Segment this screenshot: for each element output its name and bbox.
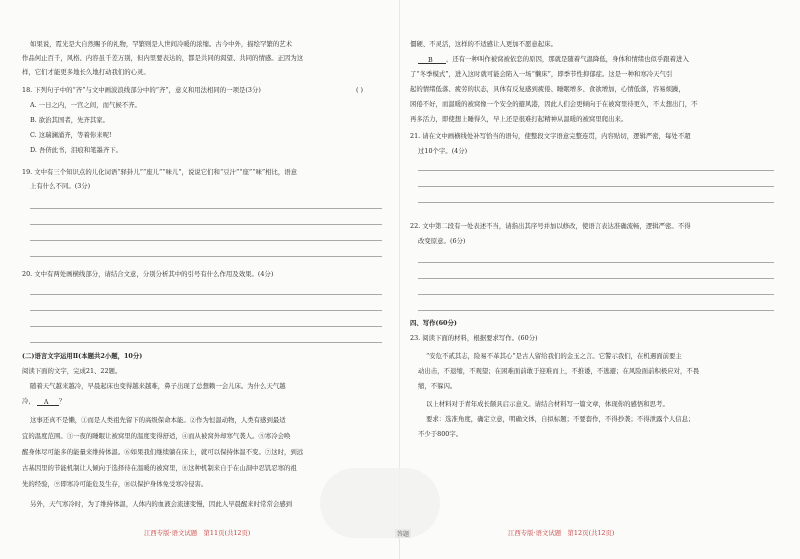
q18-option-a[interactable]: A. 一日之内，一宫之间，而气候不齐。 — [30, 101, 141, 109]
answer-line[interactable] — [418, 310, 774, 311]
material-line: “安危不贰其志，险易不革其心”是古人留给我们的金玉之言。它警示我们，在机遇面前要主 — [426, 352, 682, 360]
page-footer: 江西专版·语文试题 第12页(共12页) — [508, 529, 615, 537]
intro-line: 作品何止百千，风格、内容虽千差万别，但内里要表达的，都是共同的渴望、共同的情感。正因为这 — [22, 54, 304, 62]
answer-line[interactable] — [418, 262, 774, 263]
q18-option-d[interactable]: D. 吾侪此书，泪痕和笔墨齐下。 — [30, 146, 123, 154]
q18-option-c[interactable]: C. 这瑞澜涌齐，等着你来呢! — [30, 131, 112, 139]
passage-line — [418, 55, 689, 64]
answer-line[interactable] — [418, 294, 774, 295]
passage-fragment: 冷， — [22, 397, 35, 405]
passage-line: 宜的温度范围。③一夜的睡眠让被窝里的温度变得舒适，④而从被窝外却寒气袭人。⑤寒冷会唤 — [22, 432, 291, 440]
answer-line[interactable] — [30, 294, 382, 295]
answer-line[interactable] — [418, 202, 774, 203]
material-line: 缩，不躲闪。 — [418, 382, 457, 390]
answer-line[interactable] — [418, 278, 774, 279]
q21-stem: 21. 请在文中画横线处补写恰当的语句，使整段文字语意完整连贯，内容贴切，逻辑严密，每处不超 — [410, 132, 691, 140]
answer-line[interactable] — [30, 256, 382, 257]
answer-line[interactable] — [418, 186, 774, 187]
blank-a-label: A — [43, 398, 49, 406]
page-12 — [400, 0, 800, 559]
answer-line[interactable] — [30, 224, 382, 225]
q22-stem: 22. 文中第二段有一处表述不当，请指出其序号并加以修改，使语言表达准确流畅，逻辑严密。不得 — [410, 222, 691, 230]
answer-line[interactable] — [30, 208, 382, 209]
blank-a[interactable] — [37, 398, 59, 406]
q19-stem: 19. 文中有三个知识点的儿化词语“驿卦儿”“座儿”“味儿”，说说它们和“豆汁”“座”“味”相比，语意 — [22, 168, 298, 176]
q18-stem: 18. 下列句子中的“齐”与文中画波浪线部分中的“齐”，意义和用法相同的一项是(3分) — [22, 86, 261, 94]
passage-line: 了“冬季模式”，进入这时就可能会陷入一场“懒床”，即季节性抑郁症。这是一种和寒冷天气引 — [410, 70, 673, 78]
passage-line: 困倦不好，而温暖的被窝像一个安全的避风港，因此人们会更倾向于在被窝里待更久，不太想出门，不 — [410, 100, 698, 108]
watermark-label: 答题 — [397, 531, 410, 538]
material-line: 动出击，不退缩，不观望；在困难面前敢于迎难而上，不推诿，不逃避；在风险面前积极应对，不畏 — [418, 367, 700, 375]
passage-line: 古基因里的节能机制让人倾向于选择待在温暖的被窝里，⑧这种机制来自于在山洞中忍饥忍寒的祖 — [22, 464, 297, 472]
q21-stem: 过10个字。(4分) — [418, 147, 468, 155]
passage-line: 醒身体尽可能多的能量来维持体温。⑥如果我们继续躺在床上，就可以保持体温不变。⑦这时，到远 — [22, 448, 304, 456]
passage-line: 先的经验，⑨即寒冷可能危及生存，⑩以保护身体免受寒冷侵害。 — [22, 480, 208, 488]
q18-option-b[interactable]: B. 欲治其国者，先齐其家。 — [30, 116, 110, 124]
answer-line[interactable] — [30, 310, 382, 311]
task-line: 以上材料对于青年成长颇具启示意义。请结合材料写一篇文章，体现你的感悟和思考。 — [426, 400, 669, 408]
passage-line: 僵硬、不灵活，这样的不适感让人更加不愿意起床。 — [410, 40, 557, 48]
blank-b[interactable] — [418, 56, 446, 64]
q19-stem: 上有什么不同。(3分) — [30, 182, 91, 190]
section-4-heading: 四、写作(60分) — [410, 319, 457, 327]
task-line: 不少于800字。 — [418, 430, 463, 438]
q22-stem: 改变原意。(6分) — [418, 237, 466, 245]
passage-fragment: ？ — [58, 397, 66, 405]
task-line: 要求：选准角度，确定立意，明确文体，自拟标题；不要套作，不得抄袭；不得泄露个人信息； — [426, 415, 695, 423]
page-footer: 江西专版·语文试题 第11页(共12页) — [144, 529, 251, 537]
passage-line: 另外，天气寒冷时，为了维持体温，人体内的血液会流速变慢，因此人早晨醒来时常常会感到 — [30, 500, 293, 508]
intro-line: 如果说，霓光是大自然赐予的礼物，罕繁则是人世间冷暖的浓缩。古今中外，描绘罕繁的艺术 — [30, 40, 293, 48]
passage-line: 这事还真不是懒，①而是人类祖先留下的高级保命本能。②作为恒温动物，人类有感到最适 — [30, 416, 286, 424]
q23-intro: 23. 阅读下面的材料，根据要求写作。(60分) — [410, 334, 538, 342]
answer-line[interactable] — [30, 342, 382, 343]
answer-line[interactable] — [30, 240, 382, 241]
blank-b-label: B — [428, 56, 433, 64]
passage-line: 随着天气越来越冷，早晨起床也变得越来越难，鼻子出现了总想赖一会儿床。为什么天气越 — [30, 382, 286, 390]
answer-line[interactable] — [30, 326, 382, 327]
passage-line: 起的情绪低落、疲劳的状态，具体有反复感到疲倦、睡眠增多、食欲增加，心情低落，容易烦躁， — [410, 85, 685, 93]
passage-line — [22, 397, 65, 406]
q18-answer-paren: ( ) — [356, 86, 364, 94]
answer-line[interactable] — [418, 170, 774, 171]
section-2-instruction: 阅读下面的文字，完成21、22题。 — [22, 367, 122, 375]
passage-line: 再多活力，即使想上睡得久，早上还是很难打起精神从温暖的被窝里爬出来。 — [410, 115, 628, 123]
passage-fragment: ，还有一种叫作被窝被依恋的原因，那就是随着气温降低，身体和情绪也似乎跟着进入 — [446, 55, 689, 63]
q20-stem: 20. 文中有两处画横线部分，请结合文意，分别分析其中的引号有什么作用及效果。(4分) — [22, 270, 274, 278]
intro-line: 样，它们才能更多地长久地打动我们的心灵。 — [22, 68, 150, 76]
section-2-heading: (二)语言文字运用Ⅱ(本题共2小题，10分) — [22, 352, 143, 360]
